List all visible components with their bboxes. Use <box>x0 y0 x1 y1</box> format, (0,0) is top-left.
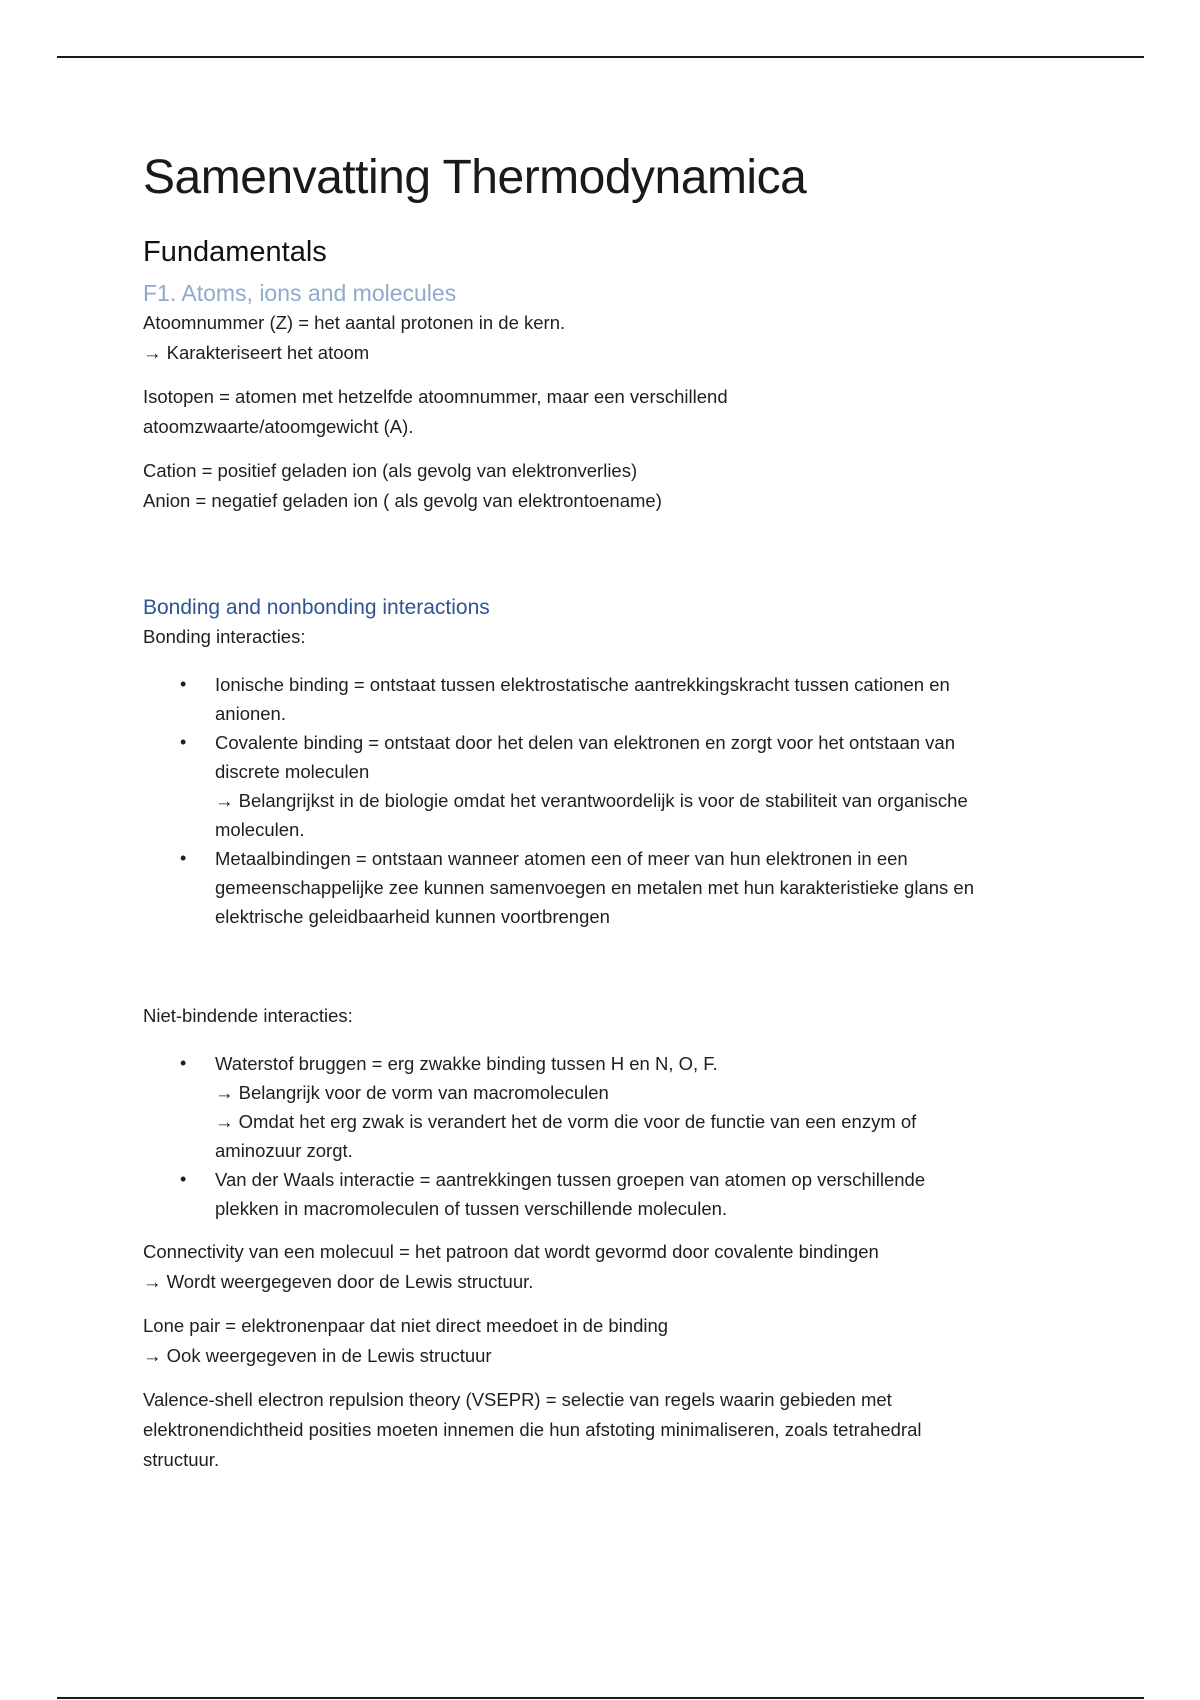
text-line: Isotopen = atomen met hetzelfde atoomnummer, maar een verschillend <box>143 386 728 407</box>
text-line: structuur. <box>143 1449 220 1470</box>
paragraph-atoomnummer <box>143 308 1083 368</box>
top-rule <box>57 56 1144 58</box>
text-line: Anion = negatief geladen ion ( als gevolg van elektrontoename) <box>143 490 662 511</box>
text-line: → Omdat het erg zwak is verandert het de vorm die voor de functie van een enzym of <box>215 1111 917 1132</box>
text-line: → Belangrijk voor de vorm van macromoleculen <box>215 1082 609 1103</box>
text-line: → Karakteriseert het atoom <box>143 342 370 363</box>
subsection-heading-bonding: Bonding and nonbonding interactions <box>143 596 490 619</box>
text-line: anionen. <box>215 703 286 724</box>
bonding-list <box>143 670 1083 931</box>
document-body <box>143 146 1083 1475</box>
text-line: discrete moleculen <box>215 761 370 782</box>
section-heading: Fundamentals <box>143 236 327 268</box>
text-line: Valence-shell electron repulsion theory (VSEPR) = selectie van regels waarin gebieden met <box>143 1389 892 1410</box>
paragraph-vsepr <box>143 1385 1083 1475</box>
text-line: Ionische binding = ontstaat tussen elektrostatische aantrekkingskracht tussen cationen en <box>215 674 950 695</box>
paragraph-nonbonding-intro: Niet-bindende interacties: <box>143 1005 353 1026</box>
text-line: elektronendichtheid posities moeten innemen die hun afstoting minimaliseren, zoals tetrahedral <box>143 1419 922 1440</box>
text-line: Van der Waals interactie = aantrekkingen tussen groepen van atomen op verschillende <box>215 1169 926 1190</box>
paragraph-ions <box>143 456 1083 516</box>
paragraph-connectivity <box>143 1237 1083 1297</box>
text-line: Waterstof bruggen = erg zwakke binding tussen H en N, O, F. <box>215 1053 718 1074</box>
paragraph-lone-pair <box>143 1311 1083 1371</box>
list-item <box>143 1165 1083 1223</box>
paragraph-isotopen <box>143 382 1083 442</box>
bullet-icon: • <box>180 1169 187 1189</box>
text-line: Covalente binding = ontstaat door het delen van elektronen en zorgt voor het ontstaan van <box>215 732 955 753</box>
text-line: → Wordt weergegeven door de Lewis structuur. <box>143 1271 534 1292</box>
bottom-rule <box>57 1697 1144 1699</box>
bullet-icon: • <box>180 848 187 868</box>
document-title: Samenvatting Thermodynamica <box>143 151 807 204</box>
text-line: plekken in macromoleculen of tussen verschillende moleculen. <box>215 1198 728 1219</box>
text-line: gemeenschappelijke zee kunnen samenvoegen en metalen met hun karakteristieke glans en <box>215 877 974 898</box>
text-line: Lone pair = elektronenpaar dat niet direct meedoet in de binding <box>143 1315 669 1336</box>
list-item <box>143 728 1083 844</box>
paragraph-bonding-intro: Bonding interacties: <box>143 626 306 647</box>
list-item <box>143 670 1083 728</box>
text-line: Cation = positief geladen ion (als gevolg van elektronverlies) <box>143 460 638 481</box>
list-item <box>143 844 1083 931</box>
text-line: Atoomnummer (Z) = het aantal protonen in de kern. <box>143 312 566 333</box>
text-line: elektrische geleidbaarheid kunnen voortbrengen <box>215 906 610 927</box>
text-line: → Belangrijkst in de biologie omdat het verantwoordelijk is voor de stabiliteit van organische <box>215 790 968 811</box>
text-line: Connectivity van een molecuul = het patroon dat wordt gevormd door covalente bindingen <box>143 1241 879 1262</box>
bullet-icon: • <box>180 1053 187 1073</box>
text-line: → Ook weergegeven in de Lewis structuur <box>143 1345 492 1366</box>
text-line: Metaalbindingen = ontstaan wanneer atomen een of meer van hun elektronen in een <box>215 848 908 869</box>
list-item <box>143 1049 1083 1165</box>
text-line: moleculen. <box>215 819 305 840</box>
text-line: aminozuur zorgt. <box>215 1140 353 1161</box>
subsection-heading-atoms: F1. Atoms, ions and molecules <box>143 280 457 306</box>
bullet-icon: • <box>180 732 187 752</box>
bullet-icon: • <box>180 674 187 694</box>
text-line: atoomzwaarte/atoomgewicht (A). <box>143 416 414 437</box>
nonbonding-list <box>143 1049 1083 1223</box>
